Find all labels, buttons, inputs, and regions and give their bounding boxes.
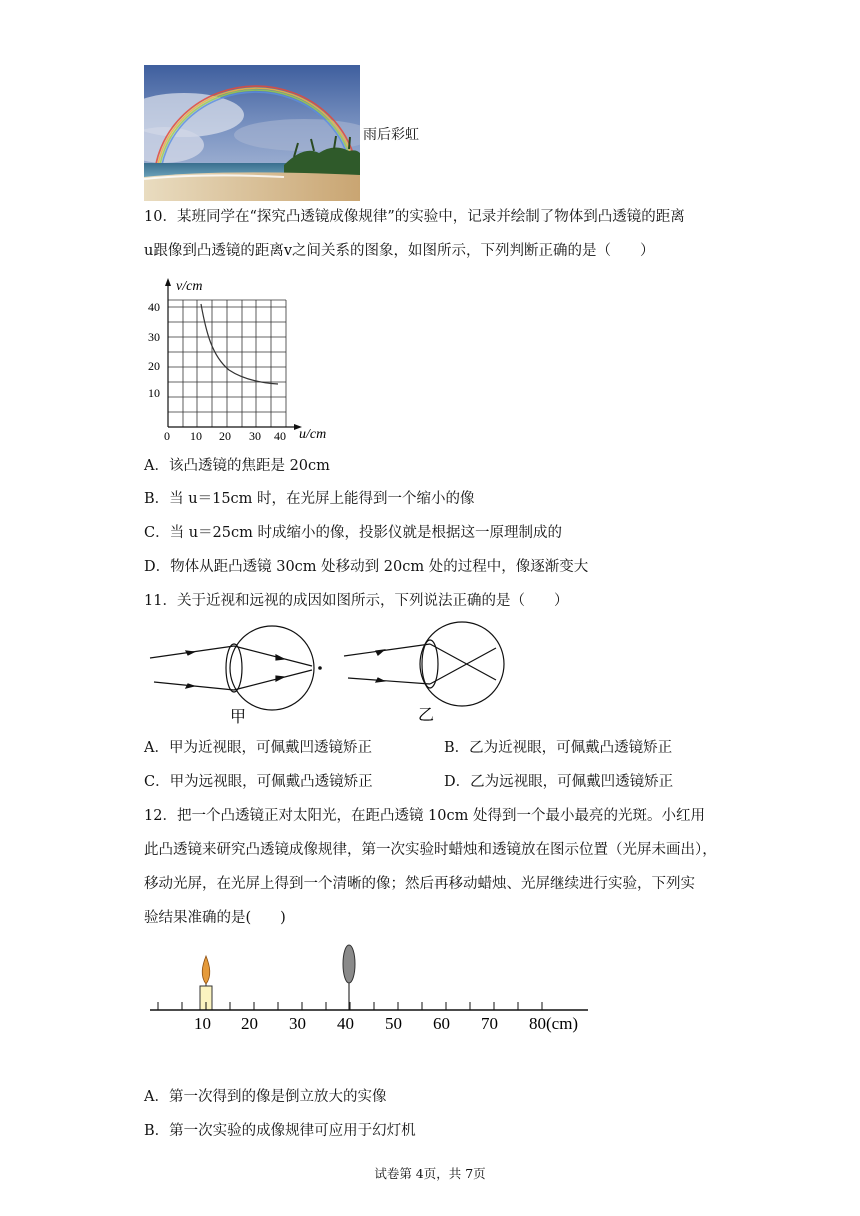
uv-graph (144, 272, 344, 444)
q12-option-b: B．第一次实验的成像规律可应用于幻灯机 (144, 1123, 416, 1139)
x-tick-40: 40 (274, 429, 286, 443)
x-tick-0: 0 (164, 429, 170, 443)
bench-label-80cm: 80(cm) (529, 1014, 579, 1033)
bench-ticks (158, 1002, 542, 1010)
q12-option-a: A．第一次得到的像是倒立放大的实像 (144, 1089, 387, 1105)
y-axis-label: v/cm (176, 279, 203, 294)
bench-label-70: 70 (481, 1014, 498, 1033)
eye-yi (344, 622, 504, 706)
optical-bench (144, 940, 594, 1040)
rainbow-photo (144, 65, 360, 201)
eye-jia (150, 626, 321, 710)
eye-diagrams (144, 618, 524, 730)
candle-flame (202, 956, 210, 984)
q10-stem-line2: u跟像到凸透镜的距离v之间关系的图象，如图所示，下列判断正确的是（ ） (144, 243, 655, 259)
bench-label-40: 40 (337, 1014, 354, 1033)
x-tick-20: 20 (219, 429, 231, 443)
eye-label-yi: 乙 (418, 707, 435, 724)
q10-stem-line1: 10．某班同学在“探究凸透镜成像规律”的实验中，记录并绘制了物体到凸透镜的距离 (144, 209, 685, 225)
graph-grid (168, 300, 286, 427)
bench-label-50: 50 (385, 1014, 402, 1033)
bench-label-60: 60 (433, 1014, 450, 1033)
q11-option-d: D．乙为远视眼，可佩戴凹透镜矫正 (444, 774, 674, 790)
x-tick-30: 30 (249, 429, 261, 443)
q11-option-b: B．乙为近视眼，可佩戴凸透镜矫正 (444, 740, 673, 756)
q10-option-a: A．该凸透镜的焦距是 20cm (144, 458, 330, 474)
q11-option-c: C．甲为远视眼，可佩戴凸透镜矫正 (144, 774, 373, 790)
q12-stem-line4: 验结果准确的是( ) (144, 910, 286, 926)
q10-option-d: D．物体从距凸透镜 30cm 处移动到 20cm 处的过程中，像逐渐变大 (144, 559, 589, 575)
y-tick-40: 40 (148, 300, 160, 314)
y-tick-30: 30 (148, 330, 160, 344)
q12-stem-line3: 移动光屏，在光屏上得到一个清晰的像；然后再移动蜡烛、光屏继续进行实验，下列实 (144, 876, 695, 892)
y-tick-10: 10 (148, 386, 160, 400)
q11-stem: 11．关于近视和远视的成因如图所示，下列说法正确的是（ ） (144, 593, 569, 609)
x-axis-label: u/cm (299, 427, 327, 442)
q11-option-a: A．甲为近视眼，可佩戴凹透镜矫正 (144, 740, 372, 756)
q12-stem-line2: 此凸透镜来研究凸透镜成像规律，第一次实验时蜡烛和透镜放在图示位置（光屏未画出）， (144, 842, 717, 858)
bench-label-10: 10 (194, 1014, 211, 1033)
page-footer: 试卷第 4页，共 7页 (374, 1166, 486, 1181)
bench-label-30: 30 (289, 1014, 306, 1033)
y-tick-20: 20 (148, 359, 160, 373)
eye-label-jia: 甲 (230, 709, 247, 726)
q10-option-b: B．当 u＝15cm 时，在光屏上能得到一个缩小的像 (144, 491, 475, 507)
photo-caption: 雨后彩虹 (363, 127, 419, 143)
convex-lens (343, 945, 355, 983)
x-tick-10: 10 (190, 429, 202, 443)
uv-curve (201, 304, 278, 384)
q10-option-c: C．当 u＝25cm 时成缩小的像，投影仪就是根据这一原理制成的 (144, 525, 562, 541)
y-axis-arrow (165, 278, 171, 286)
bench-label-20: 20 (241, 1014, 258, 1033)
q12-stem-line1: 12．把一个凸透镜正对太阳光，在距凸透镜 10cm 处得到一个最小最亮的光斑。小红用 (144, 808, 705, 824)
